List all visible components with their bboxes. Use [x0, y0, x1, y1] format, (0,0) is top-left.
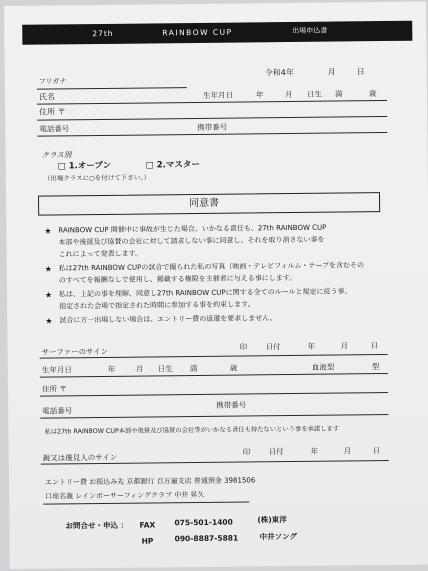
- lower-age-prefix: 満: [189, 363, 198, 374]
- blood-type-suffix: 型: [371, 362, 380, 372]
- phone-label: 電話番号: [39, 124, 70, 134]
- company-name: (株)東洋: [257, 515, 287, 525]
- lower-birth-label: 生年月日: [41, 365, 72, 375]
- clause-1-line-1: RAINBOW CUP 開催中に事故が生じた場合、いかなる責任も、27th RAINBOW CUP: [58, 223, 327, 235]
- date-month: 月: [327, 67, 336, 77]
- lower-address-label: 住所 〒: [41, 384, 67, 394]
- clause-4-star-icon: ★: [45, 316, 53, 326]
- entry-form-sheet: [4, 2, 428, 569]
- form-title: 出場申込書: [292, 26, 328, 35]
- lower-birth-month: 月: [135, 364, 144, 374]
- clause-1-star-icon: ★: [44, 226, 52, 236]
- class-section-note: （出場クラスに○を付けて下さい。）: [43, 173, 151, 183]
- clause-2-line-1: 私は27th RAINBOW CUPの試合で撮られた私の写真（映画・テレビフィルム・テープを含むその: [58, 261, 365, 273]
- birth-month: 月: [284, 89, 293, 100]
- guardian-date-month: 月: [343, 446, 352, 456]
- birth-label: 生年月日: [202, 90, 233, 100]
- name-label: 氏名: [38, 92, 56, 102]
- age-suffix: 歳: [368, 89, 377, 99]
- date-era-year: 令和4年: [264, 67, 294, 78]
- guardian-date-label: 日付: [268, 447, 284, 457]
- payment-underline: [43, 501, 249, 504]
- lower-birth-line: [40, 373, 388, 378]
- hp-number: 090-8887-5881: [174, 533, 239, 544]
- name-line: [37, 100, 387, 105]
- clause-4-line-1: 試合に万一出場しない場合は、エントリー費の返還を要求しません。: [59, 314, 277, 325]
- lower-phone-line: [40, 414, 388, 419]
- address-line: [37, 116, 387, 121]
- address-label: 住所 〒: [39, 107, 66, 117]
- clause-1-line-3: これによって発表します。: [58, 249, 143, 259]
- surfer-date-label: 日付: [265, 342, 281, 352]
- class-option-master[interactable]: □ 2.マスター: [145, 159, 200, 171]
- furigana-label: フリガナ: [38, 77, 67, 86]
- lower-mobile-label: 携帯番号: [216, 400, 247, 410]
- guardian-seal: 印: [242, 447, 251, 457]
- lower-birth-day: 日生: [157, 364, 173, 374]
- fax-label: FAX: [139, 520, 156, 530]
- contact-label: お問合せ・申込 ：: [65, 520, 129, 531]
- clause-1-line-2: 本部や後援及び協賛の会社に対して請求しない事に同意し、それを取り消さない事を: [58, 235, 325, 247]
- surfer-date-month: 月: [340, 341, 349, 351]
- hp-label: HP: [141, 536, 154, 546]
- age-prefix: 満: [334, 89, 343, 99]
- payment-line-2: 口座名義 レインボーサーフィングクラブ 中井 昇久: [45, 490, 205, 501]
- clause-2-star-icon: ★: [44, 264, 52, 274]
- lower-phone-label: 電話番号: [42, 406, 73, 416]
- birth-day: 日生: [306, 89, 322, 99]
- edition-label: 27th: [92, 28, 114, 39]
- surfer-seal: 印: [239, 342, 248, 352]
- guardian-consent-statement: 私は27th RAINBOW CUP本部や後援及び協賛の会社等がいかなる責任も持たないという事を承諾します: [44, 425, 340, 436]
- class-option-open[interactable]: □ 1.オープン: [57, 160, 112, 172]
- consent-title: 同意書: [189, 197, 220, 210]
- fax-number: 075-501-1400: [174, 517, 233, 528]
- lower-address-line: [40, 392, 388, 397]
- blood-type-label: 血液型: [311, 362, 335, 372]
- clause-3-line-2: 指定された会場で指定された時間に参加する事を約束します。: [59, 300, 255, 311]
- surfer-date-day: 日: [370, 341, 379, 351]
- payment-line-1: エントリー費 お振込み先 京都銀行 百万遍支店 普通預金 3981506: [44, 476, 256, 487]
- form-header-bar: [22, 21, 412, 45]
- event-title: RAINBOW CUP: [162, 27, 233, 38]
- furigana-line: [37, 87, 187, 90]
- mobile-label: 携帯番号: [197, 122, 228, 132]
- surfer-date-year: 年: [307, 341, 316, 351]
- surfer-sign-label: サーファーのサイン: [41, 346, 109, 357]
- lower-birth-year: 年: [107, 364, 116, 374]
- guardian-date-year: 年: [310, 446, 319, 456]
- phone-line: [37, 132, 387, 137]
- guardian-sign-label: 親又は後見人のサイン: [42, 452, 118, 463]
- contact-person: 中井ソング: [259, 531, 297, 542]
- clause-3-star-icon: ★: [44, 290, 53, 300]
- birth-year: 年: [255, 90, 264, 100]
- clause-3-line-1: 私は、上記の事を理解、同意し27th RAINBOW CUPに関する全てのルールと規定に従う事、: [58, 287, 352, 299]
- class-section-title: クラス別: [41, 150, 72, 160]
- clause-2-line-2: のすべてを報酬なしで使用し、掲載する権限を主催者に与える事にします。: [58, 273, 297, 285]
- consent-title-box: [38, 192, 380, 216]
- lower-age-suffix: 歳: [229, 363, 238, 373]
- date-day: 日: [356, 67, 365, 77]
- guardian-date-day: 日: [372, 446, 381, 456]
